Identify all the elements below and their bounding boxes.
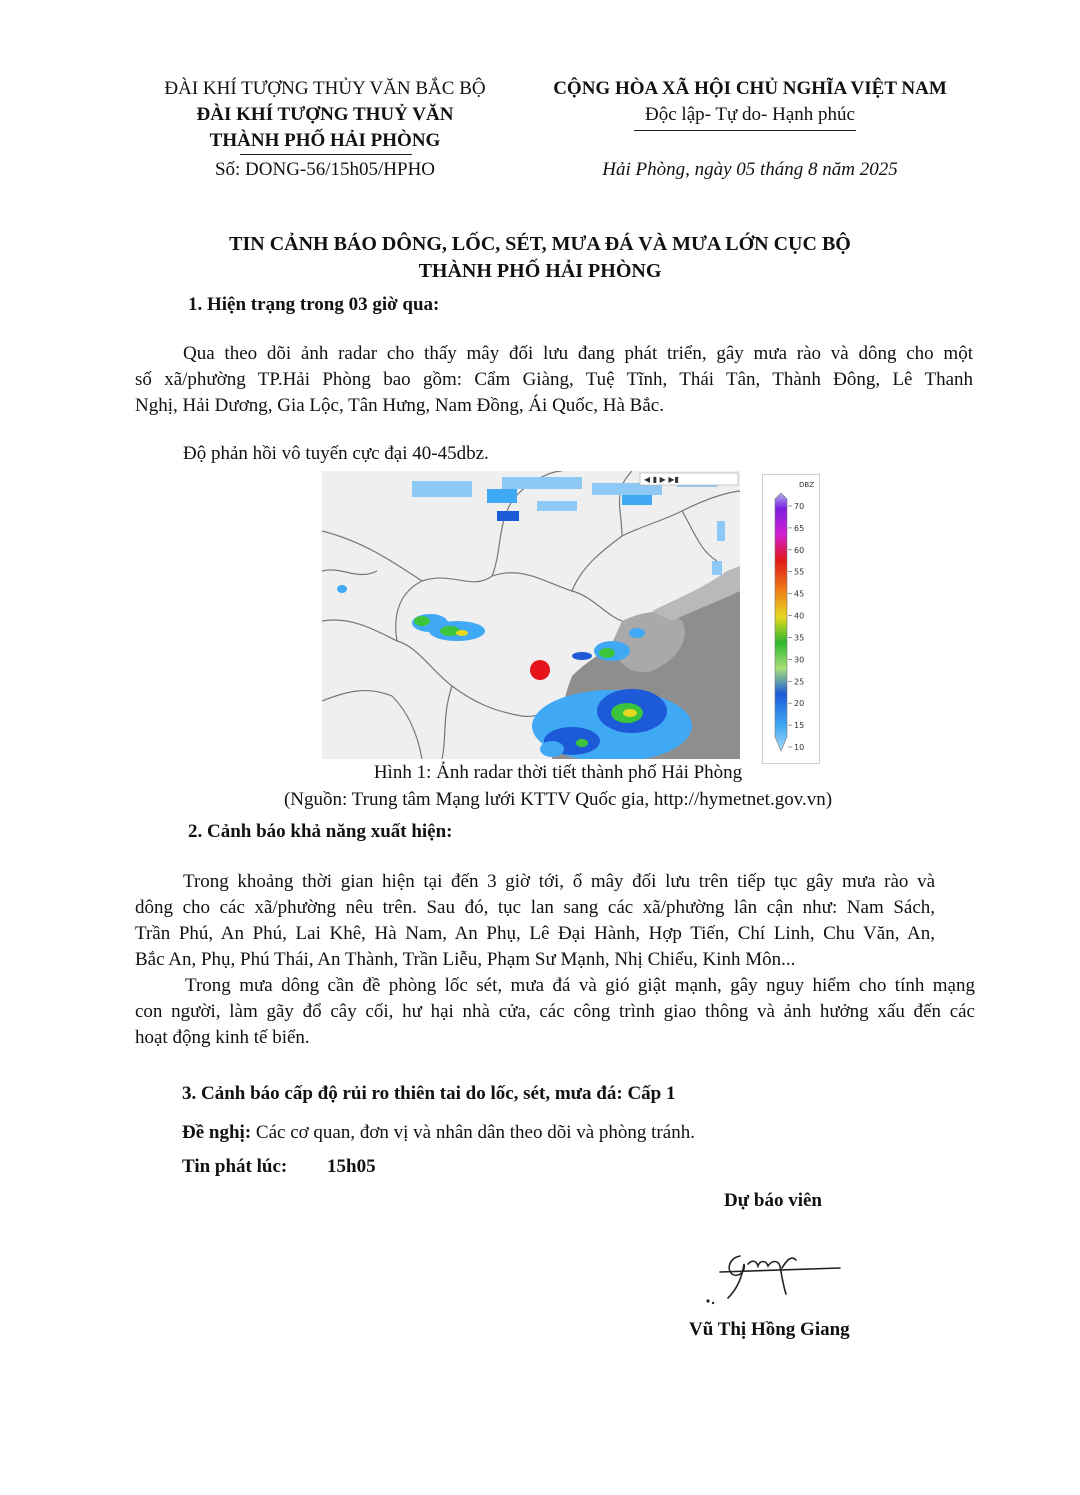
signer-name: Vũ Thị Hồng Giang (689, 1319, 850, 1340)
location-marker (530, 660, 550, 680)
section2-line: Trong khoảng thời gian hiện tại đến 3 giờ tới, ổ mây đối lưu trên tiếp tục gây mưa rào và (183, 871, 935, 892)
org-parent: ĐÀI KHÍ TƯỢNG THỦY VĂN BẮC BỘ (164, 78, 486, 99)
radar-legend (762, 474, 820, 764)
section1-line: Qua theo dõi ảnh radar cho thấy mây đối lưu đang phát triển, gây mưa rào và dông cho một (183, 343, 973, 364)
issued-label: Tin phát lúc: (182, 1156, 288, 1177)
proposal-text: Các cơ quan, đơn vị và nhân dân theo dõi và phòng tránh. (251, 1122, 695, 1143)
radar-image (322, 471, 740, 759)
legend-tick-label: 70 (794, 502, 805, 511)
signature-role: Dự báo viên (724, 1190, 822, 1211)
legend-tick-label: 60 (794, 545, 805, 555)
proposal-label: Đề nghị: (182, 1122, 252, 1143)
section2-warning-paragraph (135, 973, 975, 1051)
document-number: Số: DONG-56/15h05/HPHO (214, 159, 436, 180)
page-title: TIN CẢNH BÁO DÔNG, LỐC, SÉT, MƯA ĐÁ VÀ MƯA LỚN CỤC BỘ (229, 233, 851, 255)
document-date: Hải Phòng, ngày 05 tháng 8 năm 2025 (602, 159, 898, 180)
section2-heading: 2. Cảnh báo khả năng xuất hiện: (188, 821, 453, 842)
motto-underline (634, 130, 856, 131)
legend-tick-label: 45 (794, 589, 805, 599)
legend-tick-label: 30 (794, 655, 805, 665)
proposal-line (182, 1122, 695, 1144)
reflectivity-text: Độ phản hồi vô tuyến cực đại 40-45dbz. (183, 443, 489, 464)
section1-line: Nghị, Hải Dương, Gia Lộc, Tân Hưng, Nam Đồng, Ái Quốc, Hà Bắc. (135, 395, 664, 416)
legend-tick-label: 25 (794, 677, 805, 687)
legend-scale (763, 475, 819, 763)
legend-tick-label: 55 (794, 567, 805, 577)
section2-warning-line: hoạt động kinh tế biển. (135, 1027, 310, 1048)
legend-tick-label: 35 (794, 633, 805, 643)
legend-tick-label: 20 (794, 699, 805, 709)
org-underline (240, 154, 412, 155)
section2-line: dông cho các xã/phường nêu trên. Sau đó, tục lan sang các xã/phường lân cận như: Nam Sách, (135, 897, 935, 918)
signature-drawing (700, 1238, 850, 1308)
section2-paragraph (135, 869, 935, 973)
section1-line: số xã/phường TP.Hải Phòng bao gồm: Cẩm Giàng, Tuệ Tĩnh, Thái Tân, Thành Đông, Lê Thanh (135, 369, 973, 390)
radar-map (322, 471, 740, 759)
section2-line: Bắc An, Phụ, Phú Thái, An Thành, Trần Liễu, Phạm Sư Mạnh, Nhị Chiểu, Kinh Môn... (135, 949, 796, 970)
handwritten-signature (700, 1238, 850, 1308)
nation-motto: Độc lập- Tự do- Hạnh phúc (645, 104, 855, 125)
legend-tick-label: 10 (794, 743, 805, 752)
org-city: THÀNH PHỐ HẢI PHÒNG (209, 130, 441, 151)
section2-warning-line: con người, làm gãy đổ cây cối, hư hại nhà cửa, các công trình giao thông và ảnh hưởng xấu đến các (135, 1001, 975, 1022)
figure-caption: Hình 1: Ảnh radar thời tiết thành phố Hải Phòng (373, 762, 743, 783)
nation-title: CỘNG HÒA XÃ HỘI CHỦ NGHĨA VIỆT NAM (553, 78, 947, 99)
section1-paragraph (135, 341, 973, 419)
figure-source: (Nguồn: Trung tâm Mạng lưới KTTV Quốc gia, http://hymetnet.gov.vn) (283, 789, 833, 810)
section1-heading: 1. Hiện trạng trong 03 giờ qua: (188, 294, 440, 315)
page-subtitle: THÀNH PHỐ HẢI PHÒNG (418, 260, 662, 282)
section3-heading: 3. Cảnh báo cấp độ rủi ro thiên tai do lốc, sét, mưa đá: Cấp 1 (182, 1083, 676, 1104)
legend-tick-label: 40 (794, 611, 805, 621)
legend-tick-label: 65 (794, 523, 805, 533)
section2-warning-line: Trong mưa dông cần đề phòng lốc sét, mưa đá và gió giật mạnh, gây nguy hiểm cho tính mạng (185, 975, 975, 996)
issued-time: 15h05 (327, 1156, 376, 1177)
player-icons: ◀ ▮ ▶ ▶▮ (644, 475, 679, 484)
legend-unit: DBZ (799, 481, 814, 489)
org-name: ĐÀI KHÍ TƯỢNG THUỶ VĂN (196, 104, 454, 125)
legend-tick-label: 15 (794, 721, 805, 731)
section2-line: Trần Phú, An Phú, Lai Khê, Hà Nam, An Phụ, Lê Đại Hành, Hợp Tiến, Chí Linh, Chu Văn, An, (135, 923, 935, 944)
